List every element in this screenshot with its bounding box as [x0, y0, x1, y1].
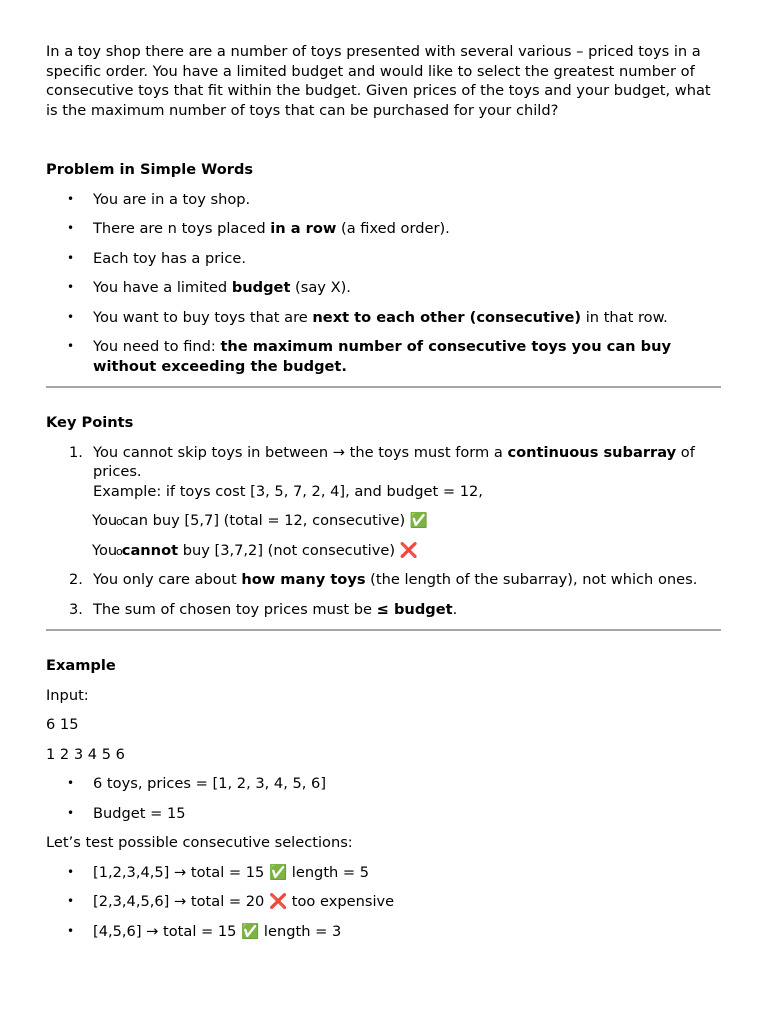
list-item: • You have a limited budget (say X). [46, 278, 722, 298]
check-mark-icon: ✅ [409, 512, 429, 529]
simple-list [46, 190, 722, 377]
test-label: Let’s test possible consecutive selections: [46, 834, 353, 851]
list-item: o You cannot buy [3,7,2] (not consecutive) ❌ [46, 541, 722, 561]
list-item: 1. You cannot skip toys in between → the toys must form a continuous subarray of prices. Example: if toys cost [3, 5, 7, 2, 4], and budget = 12, o You can buy [5,7] (total = 12, consecutive) ✅ o You cannot buy [3,7,2] (not consecutive) ❌ [46, 443, 722, 561]
input-line-1: 6 15 [46, 716, 79, 733]
list-item: 3. The sum of chosen toy prices must be ≤ budget. [69, 600, 458, 618]
section-heading-example: Example [46, 657, 116, 674]
list-item: • [4,5,6] → total = 15 ✅ length = 3 [46, 922, 722, 942]
list-item: • 6 toys, prices = [1, 2, 3, 4, 5, 6] [46, 774, 722, 794]
input-line-2: 1 2 3 4 5 6 [46, 745, 125, 763]
list-item: • You want to buy toys that are next to each other (consecutive) in that row. [46, 308, 722, 328]
list-item: • Budget = 15 [46, 804, 722, 824]
cross-mark-icon: ❌ [399, 541, 418, 559]
check-mark-icon: ✅ [268, 863, 288, 881]
intro-paragraph: In a toy shop there are a number of toys presented with several various – priced toys in a specific order. You have a limited budget and would like to select the greatest number of consecutive toys that fit within the budget. Given prices of the toys and your budget, what is the maximum number of toys that can be purchased for your child? [46, 43, 711, 119]
list-item: o You can buy [5,7] (total = 12, consecutive) ✅ [46, 511, 722, 531]
key-points-list [46, 443, 722, 620]
list-item: • You need to find: the maximum number of consecutive toys you can buy without exceeding the budget. [46, 337, 722, 376]
cross-mark-icon: ❌ [268, 893, 288, 910]
example-sublist [93, 511, 722, 560]
list-item: • There are n toys placed in a row (a fixed order). [46, 219, 722, 239]
input-label: Input: [46, 686, 89, 704]
example-facts-list [46, 774, 722, 823]
section-divider [46, 386, 721, 388]
list-item: • Each toy has a price. [46, 249, 722, 269]
section-heading-key-points: Key Points [46, 414, 134, 431]
list-item: 2. You only care about how many toys (the length of the subarray), not which ones. [69, 571, 698, 588]
list-item: • You are in a toy shop. [46, 190, 722, 210]
section-heading-simple: Problem in Simple Words [46, 161, 254, 178]
list-item: • [2,3,4,5,6] → total = 20 ❌ too expensive [46, 892, 722, 912]
check-mark-icon: ✅ [241, 922, 260, 940]
test-list [46, 863, 722, 942]
section-divider [46, 629, 721, 631]
list-item: • [1,2,3,4,5] → total = 15 ✅ length = 5 [46, 863, 722, 883]
